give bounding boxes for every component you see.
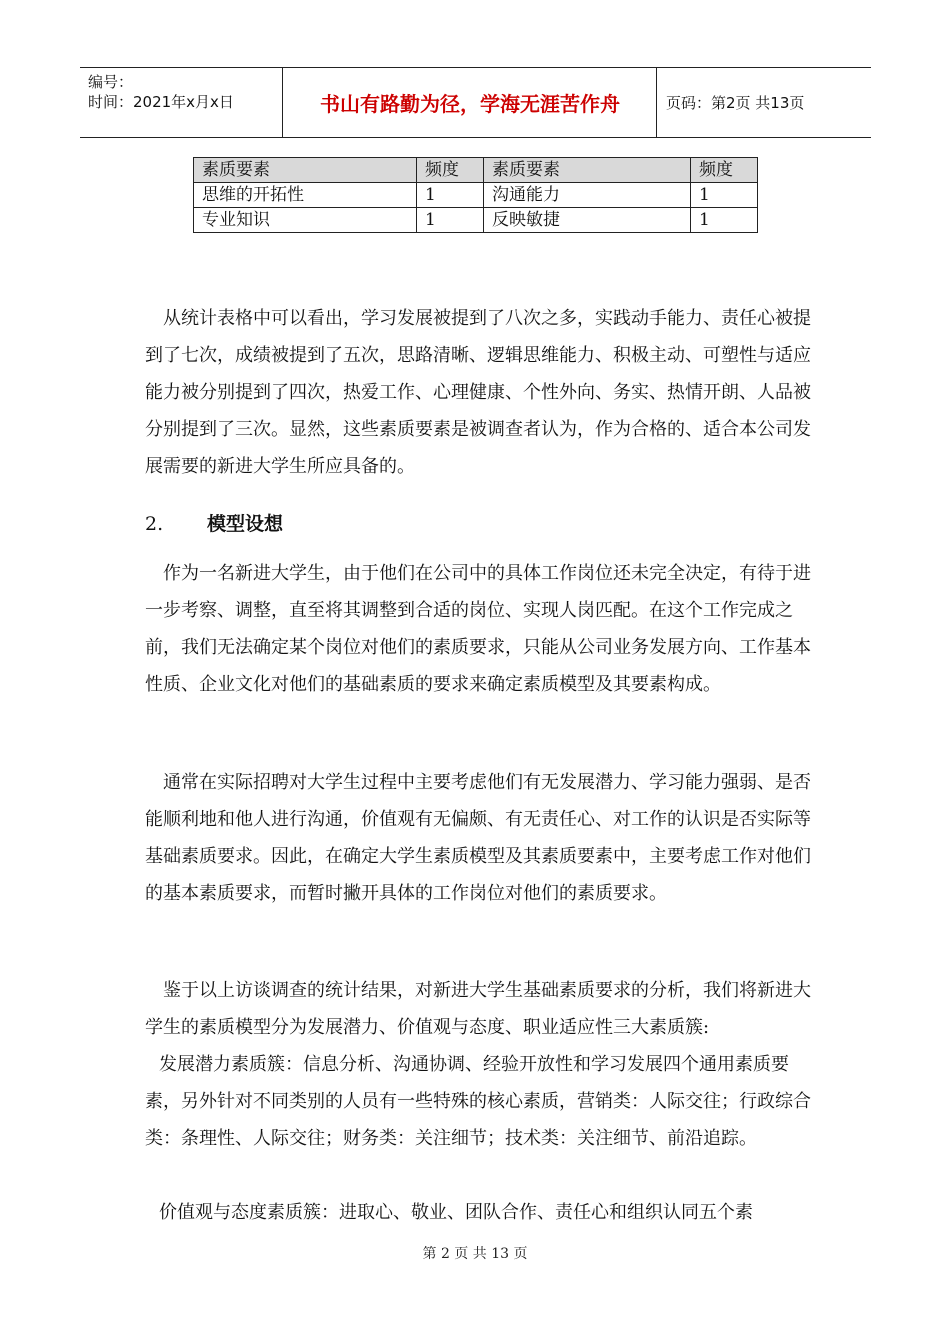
table-row bbox=[194, 208, 758, 233]
section-heading bbox=[145, 509, 283, 536]
header-divider bbox=[656, 68, 657, 137]
table-cell: 1 bbox=[417, 183, 484, 208]
table-cell: 思维的开拓性 bbox=[194, 183, 417, 208]
table-cell: 1 bbox=[691, 208, 758, 233]
table-cell: 1 bbox=[691, 183, 758, 208]
paragraph-statistics-summary: 从统计表格中可以看出，学习发展被提到了八次之多，实践动手能力、责任心被提到了七次，成绩被提到了五次，思路清晰、逻辑思维能力、积极主动、可塑性与适应能力被分别提到了四次，热爱工作、心理健康、个性外向、务实、热情开朗、人品被分别提到了三次。显然，这些素质要素是被调查者认为，作为合格的、适合本公司发展需要的新进大学生所应具备的。 bbox=[145, 308, 811, 477]
table-cell: 沟通能力 bbox=[484, 183, 691, 208]
table-header-cell: 素质要素 bbox=[484, 158, 691, 183]
table-header-cell: 频度 bbox=[417, 158, 484, 183]
table-cell: 1 bbox=[417, 208, 484, 233]
header-info bbox=[88, 72, 234, 112]
section-number: 2. bbox=[145, 513, 164, 535]
section-title: 模型设想 bbox=[207, 513, 284, 535]
header-page-label: 页码：第2页 共13页 bbox=[666, 94, 805, 112]
quality-frequency-table bbox=[193, 157, 758, 233]
page-footer: 第 2 页 共 13 页 bbox=[422, 1246, 528, 1262]
document-date-label: 时间：2021年x月x日 bbox=[88, 93, 234, 111]
table-row bbox=[194, 183, 758, 208]
paragraph-recruitment-considerations: 通常在实际招聘对大学生过程中主要考虑他们有无发展潜力、学习能力强弱、是否能顺利地和他人进行沟通，价值观有无偏颇、有无责任心、对工作的认识是否实际等基础素质要求。因此，在确定大学生素质模型及其素质要素中，主要考虑工作对他们的基本素质要求，而暂时撇开具体的工作岗位对他们的素质要求。 bbox=[145, 772, 811, 904]
table-cell: 专业知识 bbox=[194, 208, 417, 233]
table-header-cell: 频度 bbox=[691, 158, 758, 183]
paragraph-values-attitude: 价值观与态度素质簇：进取心、敬业、团队合作、责任心和组织认同五个素 bbox=[159, 1202, 753, 1223]
document-number-label: 编号： bbox=[88, 73, 134, 91]
paragraph-quality-clusters: 鉴于以上访谈调查的统计结果，对新进大学生基础素质要求的分析，我们将新进大学生的素质模型分为发展潜力、价值观与态度、职业适应性三大素质簇: bbox=[145, 980, 811, 1038]
table-cell: 反映敏捷 bbox=[484, 208, 691, 233]
table-header-row bbox=[194, 158, 758, 183]
header-motto: 书山有路勤为径，学海无涯苦作舟 bbox=[320, 92, 620, 116]
table-header-cell: 素质要素 bbox=[194, 158, 417, 183]
page-header bbox=[80, 67, 871, 138]
paragraph-development-potential: 发展潜力素质簇：信息分析、沟通协调、经验开放性和学习发展四个通用素质要素，另外针对不同类别的人员有一些特殊的核心素质，营销类：人际交往；行政综合类：条理性、人际交往；财务类：关注细节；技术类：关注细节、前沿追踪。 bbox=[145, 1054, 811, 1149]
paragraph-model-assumption: 作为一名新进大学生，由于他们在公司中的具体工作岗位还未完全决定，有待于进一步考察、调整，直至将其调整到合适的岗位、实现人岗匹配。在这个工作完成之前，我们无法确定某个岗位对他们的素质要求，只能从公司业务发展方向、工作基本性质、企业文化对他们的基础素质的要求来确定素质模型及其要素构成。 bbox=[145, 563, 811, 695]
